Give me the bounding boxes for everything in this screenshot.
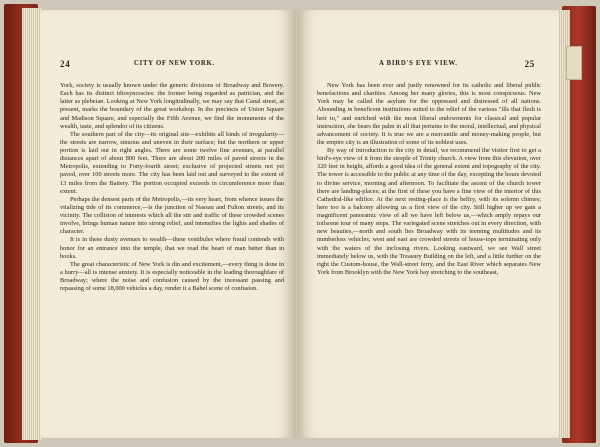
left-paragraph-4: It is in these dusty avenues to wealth—these vestibules where fraud contends with honor for an entrance into the temple, that we read the heart of man better than in books. [60,236,284,260]
left-paragraph-1: York, society is usually known under the generic divisions of Broadway and Bowery. Each has its distinct idiosyncracies: the former being regarded as patrician, and the latter as plebeian. Looking at New York longitudinally, we may say that Canal street, at present, marks the boundary of the great workshop. In the precincts of Union Square and Madison Square, and especially the Fifth Avenue, we find the monuments of the wealth, taste, and splendor of its citizens. [60,82,284,130]
bookmark-tab [566,46,582,80]
right-page [297,10,559,438]
left-paragraph-3: Perhaps the densest parts of the Metropolis,—its very heart, from whence issues the vitalizing tide of its commerce,—is the junction of Nassau and Fulton streets, and its vicinity. The collision of interests which all the stir and traffic of these crowded scenes involve, brings human nature into strong relief, and intensifies the lights and shades of character. [60,195,284,236]
left-page-header [40,60,296,72]
left-page-number: 24 [60,59,71,69]
right-page-body [317,82,541,277]
left-running-head: CITY OF NEW YORK. [134,60,215,67]
right-paragraph-2: By way of introduction to the city in detail, we recommend the visitor first to get a bird's-eye view of it from the steeple of Trinity church. A view from this elevation, over 320 feet in height, affords a good idea of the general extent and topography of the city. The tower is accessible to the public at any time of the day, excepting the hours devoted to divine service, morning and afternoon. To facilitate the ascent of the church tower there are landing-places; at the first of these you have a fine view of the interior of this Cathedral-like edifice. At the next resting-place is the belfry, with its solemn chimes; here too is a balcony allowing us a first view of the city. Still higher up we gain a magnificent panoramic view of all we have left below us,—which amply repays our toilsome tour of many steps. The variegated scene stretches out in every direction, with new beauties,—north and south lies Broadway with its teeming multitudes and its numberless vehicles; west and east are crowded streets of house-tops terminating only with the waters of the inclosing rivers. Looking eastward, we see Wall street immediately below us, with the Treasury Building on the left, and a little further on the right the Custom-house, the Wall-street ferry, and the East River which separates New York from Brooklyn with the New York bay stretching to the southeast, [317,147,541,276]
right-running-head: A BIRD'S EYE VIEW. [379,60,458,67]
left-paragraph-2: The southern part of the city—its original site—exhibits all kinds of irregularity—the streets are narrow, sinuous and uneven in their surface; but the northern or upper portion is laid out in right angles. There are some twelve fine avenues, at parallel distances apart of about 800 feet. There are about 200 miles of paved streets in the Metropolis, extending to Forty-fourth street; exclusive of projected streets not yet paved, over 100 streets more. The city has been laid out and surveyed to the extent of 13 miles from the Battery. The portion occupied exceeds in circumference more than extent. [60,130,284,195]
right-page-header [297,60,559,72]
left-page-body [60,82,284,293]
right-paragraph-1: New York has been ever and justly renowned for its catholic and liberal public benefactions and charities. Among her many glories, this is most conspicuous. New York may be called the asylum for the oppressed and distressed of all nations. Abounding in beneficent institutions suited to the relief of the various "ills that flesh is heir to," and enriched with the most liberal endowments for classical and popular instruction, she bears the palm in all that pertains to the moral, intellectual, and physical advancement of society. It is true we are a mercantile and money-making people, but the empire city is an illustration of some of its noblest uses. [317,82,541,146]
right-page-number: 25 [524,59,535,69]
left-paragraph-5: The great characteristic of New York is din and excitement,—every thing is done in a hurry—all is intense anxiety. It is especially noticeable in the leading thoroughfare of Broadway; where the noise and confusion caused by the incessant passing and repassing of some 18,000 vehicles a day, render it a Babel scene of confusion. [60,260,284,293]
page-edges-left [22,8,42,440]
left-page [40,10,296,438]
